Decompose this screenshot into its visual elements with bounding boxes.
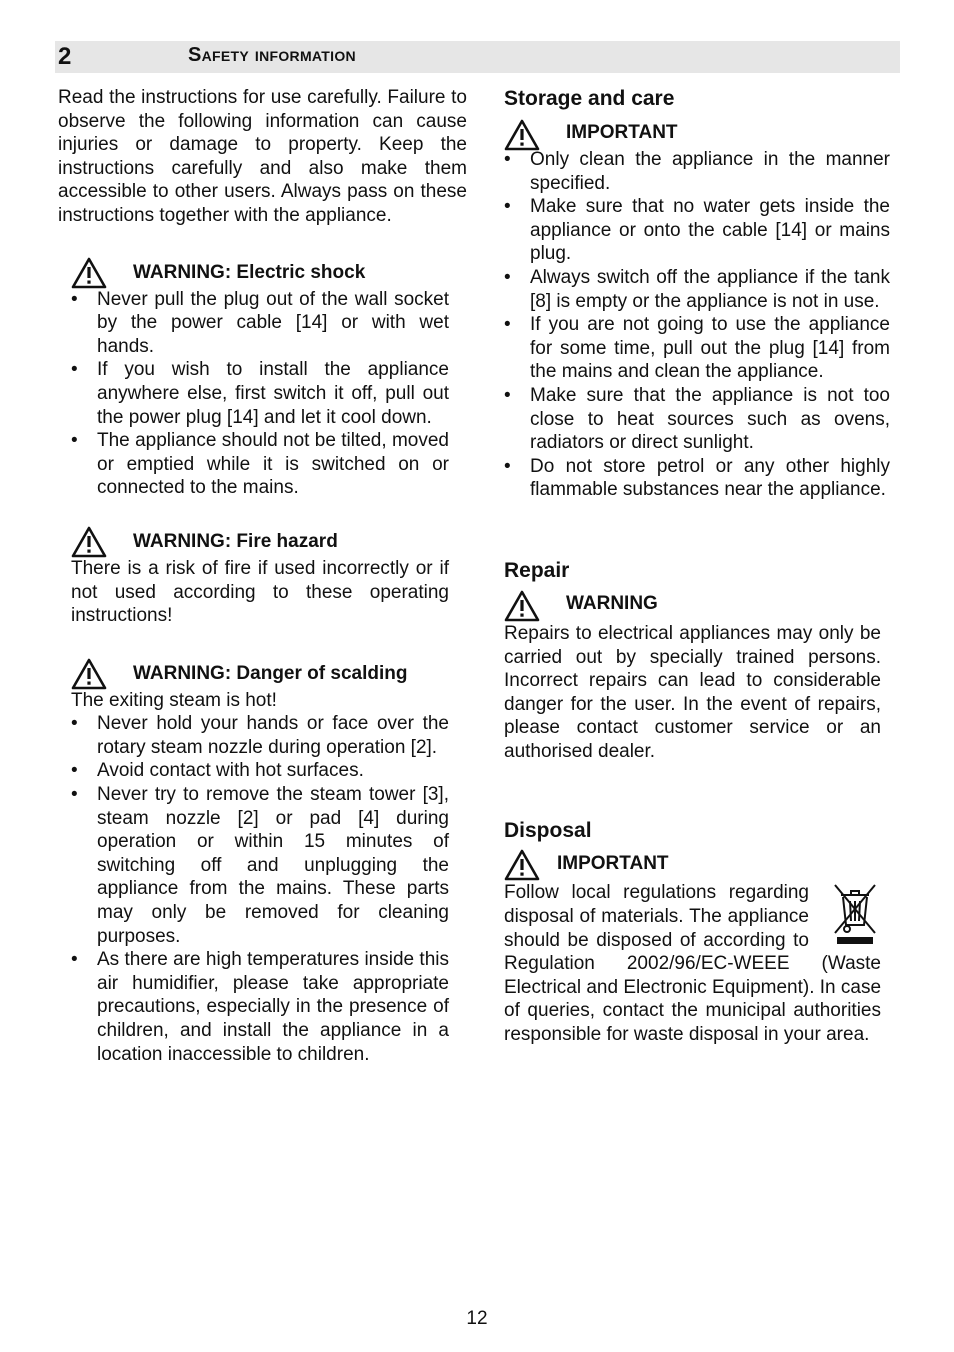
- electric-shock-section: [71, 257, 449, 500]
- warning-label: WARNING: [566, 592, 658, 614]
- list-item: • Do not store petrol or any other highly flammable substances near the appliance.: [504, 455, 890, 502]
- disposal-body: [504, 881, 881, 1046]
- repair-heading: Repair: [504, 558, 570, 582]
- list-item: • If you are not going to use the appliance for some time, pull out the plug [14] from the mains and clean the appliance.: [504, 313, 890, 384]
- important-label: IMPORTANT: [566, 122, 678, 143]
- repair-text: Repairs to electrical appliances may only be carried out by specially trained persons. Incorrect repairs can lead to considerable danger for the user. In the event of repairs, please contact customer service or an authorised dealer.: [504, 622, 881, 762]
- storage-section: [504, 86, 890, 502]
- disposal-text: Follow local regulations regarding disposal of materials. The appliance should be disposed of according to Regulation 2002/96/EC-WEEE (Waste Electrical and Electronic Equipment). In case of queries, contact the municipal authorities responsible for waste disposal in your area.: [504, 882, 882, 1046]
- fire-hazard-text: There is a risk of fire if used incorrectly or if not used according to these operating instructions!: [71, 557, 449, 627]
- section-header: [55, 41, 900, 73]
- right-column: [504, 86, 890, 1047]
- crossed-out-wheelie-bin-icon: [831, 881, 879, 945]
- list-item: • Never try to remove the steam tower [3], steam nozzle [2] or pad [4] during operation or within 15 minutes of switching off and unplugging the appliance from the mains. These parts may only be removed for cleaning purposes.: [71, 783, 449, 948]
- list-item: • Make sure that the appliance is not too close to heat sources such as ovens, radiators or direct sunlight.: [504, 384, 890, 455]
- scalding-section: [71, 658, 449, 1067]
- scalding-intro: The exiting steam is hot!: [71, 689, 277, 711]
- warning-triangle-icon: [71, 658, 107, 690]
- list-item: • Avoid contact with hot surfaces.: [71, 759, 449, 783]
- repair-warning: [504, 590, 881, 626]
- section-number: 2: [58, 43, 72, 70]
- warning-triangle-icon: [71, 257, 107, 289]
- list-item: • The appliance should not be tilted, moved or emptied while it is switched on or connected to the mains.: [71, 429, 449, 500]
- list-item: • Never pull the plug out of the wall socket by the power cable [14] or with wet hands.: [71, 288, 449, 359]
- repair-section: [504, 558, 881, 764]
- electric-shock-list: [71, 288, 449, 500]
- list-item: • If you wish to install the appliance anywhere else, first switch it off, pull out the power plug [14] and let it cool down.: [71, 358, 449, 429]
- warning-triangle-icon: [504, 119, 540, 151]
- disposal-section: [504, 818, 881, 1046]
- disposal-heading: Disposal: [504, 819, 592, 843]
- warning-triangle-icon: [71, 526, 107, 558]
- disposal-important: [504, 849, 881, 885]
- list-item: • Make sure that no water gets inside the appliance or onto the cable [14] or mains plug.: [504, 195, 890, 266]
- warning-title: WARNING: Danger of scalding: [133, 662, 408, 684]
- left-column: [58, 86, 468, 1066]
- warning-triangle-icon: [504, 590, 540, 622]
- scalding-list: [71, 712, 449, 1066]
- fire-hazard-section: [71, 526, 449, 628]
- section-title: Safety information: [188, 44, 356, 66]
- scalding-warning: [71, 658, 449, 694]
- warning-triangle-icon: [504, 849, 540, 881]
- fire-hazard-warning: [71, 526, 449, 562]
- page-number: 12: [466, 1308, 488, 1329]
- list-item: • As there are high temperatures inside this air humidifier, please take appropriate precautions, especially in the presence of children, and install the appliance in a location inaccessible to children.: [71, 948, 449, 1066]
- list-item: • Only clean the appliance in the manner specified.: [504, 148, 890, 195]
- warning-title: WARNING: Electric shock: [133, 261, 366, 283]
- list-item: • Always switch off the appliance if the tank [8] is empty or the appliance is not in use.: [504, 266, 890, 313]
- storage-list: [504, 148, 890, 502]
- intro-paragraph: Read the instructions for use carefully. Failure to observe the following information can cause injuries or damage to property. Keep the instructions carefully and also make them accessible to other users. Always pass on these instructions together with the appliance.: [58, 87, 467, 226]
- warning-title: WARNING: Fire hazard: [133, 530, 338, 552]
- storage-heading: Storage and care: [504, 87, 675, 110]
- list-item: • Never hold your hands or face over the rotary steam nozzle during operation [2].: [71, 712, 449, 759]
- important-label: IMPORTANT: [557, 853, 669, 875]
